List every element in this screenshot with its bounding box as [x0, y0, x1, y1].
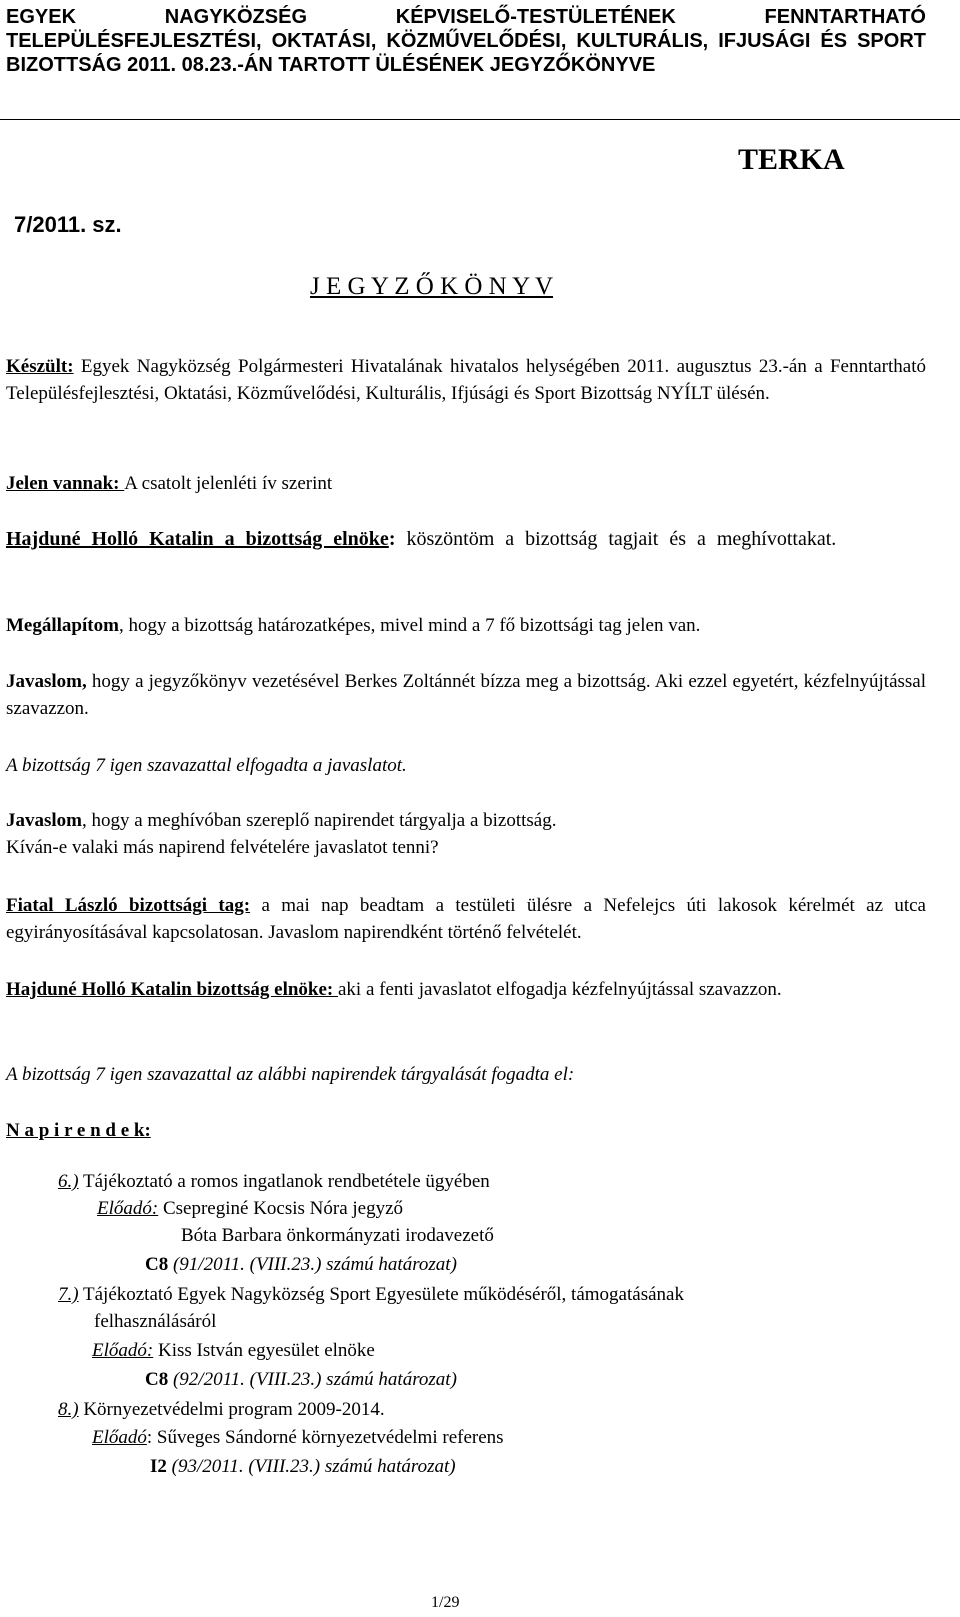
javas2-text: , hogy a meghívóban szereplő napirendet tárgyalja a bizottság.: [82, 810, 557, 831]
jelen-label: Jelen vannak:: [6, 473, 125, 494]
agenda-number: 6.): [58, 1171, 79, 1192]
vote2: A bizottság 7 igen szavazattal az alábbi napirendek tárgyalását fogadta el:: [6, 1064, 575, 1085]
eloado-name: : Sűveges Sándorné környezetvédelmi referens: [146, 1427, 504, 1448]
document-number: 7/2011. sz.: [14, 212, 122, 237]
agenda-resolution: [145, 1251, 457, 1278]
megall-text: , hogy a bizottság határozatképes, mivel mind a 7 fő bizottsági tag jelen van.: [118, 615, 701, 636]
elnok2-label: Hajduné Holló Katalin bizottság elnöke:: [6, 979, 338, 1000]
keszult-paragraph: [6, 353, 926, 407]
keszult-text: Egyek Nagyközség Polgármesteri Hivatalának hivatalos helységében 2011. augusztus 23.-án a Fenntartható Településfejlesztési, Oktatási, Közművelődési, Kulturális, Ifjúsági és Sport Bizottság NYÍLT ülésén.: [6, 356, 926, 404]
elnok1-paragraph: [6, 526, 926, 553]
keszult-label: Készült:: [6, 356, 74, 377]
eloado-name: Csepreginé Kocsis Nóra jegyző: [162, 1198, 404, 1219]
agenda-resolution: [150, 1453, 456, 1480]
javas2-bold: Javaslom: [6, 810, 82, 831]
agenda-eloado-2: Bóta Barbara önkormányzati irodavezető: [181, 1225, 494, 1246]
elnok2-paragraph: [6, 976, 926, 1003]
megall-paragraph: [6, 612, 926, 639]
javas2-line2: Kíván-e valaki más napirend felvételére javaslatot tenni?: [6, 837, 439, 858]
fiatal-paragraph: [6, 892, 926, 946]
page-number: 1/29: [431, 1594, 460, 1611]
terka-label: TERKA: [738, 143, 845, 176]
javas2-paragraph: [6, 807, 926, 834]
agenda-title-line2: felhasználásáról: [94, 1311, 217, 1332]
agenda-title: Tájékoztató a romos ingatlanok rendbetétele ügyében: [83, 1171, 490, 1192]
fiatal-text: a mai nap beadtam a testületi ülésre a Nefelejcs úti lakosok kérelmét az utca egyirányosításával kapcsolatosan. Javaslom napirendként történő felvételét.: [6, 895, 926, 943]
elnok1-text: köszöntöm a bizottság tagjait és a meghívottakat.: [395, 528, 837, 550]
eloado-label: Előadó: [92, 1427, 147, 1448]
agenda-number: 7.): [58, 1284, 79, 1305]
agenda-resolution: [145, 1366, 457, 1393]
resolution-text: (91/2011. (VIII.23.) számú határozat): [172, 1254, 457, 1275]
agenda-eloado: [92, 1337, 375, 1364]
agenda-item-8: [58, 1396, 385, 1423]
megall-bold: Megállapítom: [6, 615, 119, 636]
agenda-title: Tájékoztató Egyek Nagyközség Sport Egyesülete működéséről, támogatásának: [83, 1284, 684, 1305]
elnok2-text: aki a fenti javaslatot elfogadja kézfelnyújtással szavazzon.: [338, 979, 782, 1000]
agenda-eloado: [92, 1424, 504, 1451]
javas1-text: hogy a jegyzőkönyv vezetésével Berkes Zoltánnét bízza meg a bizottság. Aki ezzel egyetért, kézfelnyújtással szavazzon.: [6, 671, 926, 719]
agenda-item-6: [58, 1168, 490, 1195]
napirendek-title: N a p i r e n d e k:: [6, 1120, 151, 1141]
eloado-name: Kiss István egyesület elnöke: [157, 1340, 375, 1361]
javas1-bold: Javaslom,: [6, 671, 87, 692]
javas1-paragraph: [6, 668, 926, 722]
agenda-number: 8.): [58, 1399, 79, 1420]
resolution-code: C8: [145, 1254, 169, 1275]
elnok1-label: Hajduné Holló Katalin a bizottság elnöke: [6, 528, 389, 550]
resolution-code: I2: [150, 1456, 167, 1477]
header-rule: [0, 119, 960, 120]
resolution-text: (93/2011. (VIII.23.) számú határozat): [171, 1456, 456, 1477]
eloado-label: Előadó:: [97, 1198, 159, 1219]
vote1: A bizottság 7 igen szavazattal elfogadta a javaslatot.: [6, 755, 407, 776]
agenda-item-7: [58, 1281, 684, 1308]
resolution-text: (92/2011. (VIII.23.) számú határozat): [172, 1369, 457, 1390]
agenda-eloado: [97, 1195, 403, 1222]
document-header: EGYEK NAGYKÖZSÉG KÉPVISELŐ-TESTÜLETÉNEK FENNTARTHATÓ TELEPÜLÉSFEJLESZTÉSI, OKTATÁSI, KÖZMŰVELŐDÉSI, KULTURÁLIS, IFJUSÁGI ÉS SPORT BIZOTTSÁG 2011. 08.23.-ÁN TARTOTT ÜLÉSÉNEK JEGYZŐKÖNYVE: [6, 6, 926, 76]
document-title: J E G Y Z Ő K Ö N Y V: [310, 273, 554, 300]
elnok1-colon: :: [388, 528, 396, 550]
jelen-text: A csatolt jelenléti ív szerint: [124, 473, 333, 494]
fiatal-label: Fiatal László bizottsági tag:: [6, 895, 251, 916]
eloado-label: Előadó:: [92, 1340, 154, 1361]
jelen-paragraph: [6, 470, 926, 497]
resolution-code: C8: [145, 1369, 169, 1390]
agenda-title: Környezetvédelmi program 2009-2014.: [83, 1399, 385, 1420]
